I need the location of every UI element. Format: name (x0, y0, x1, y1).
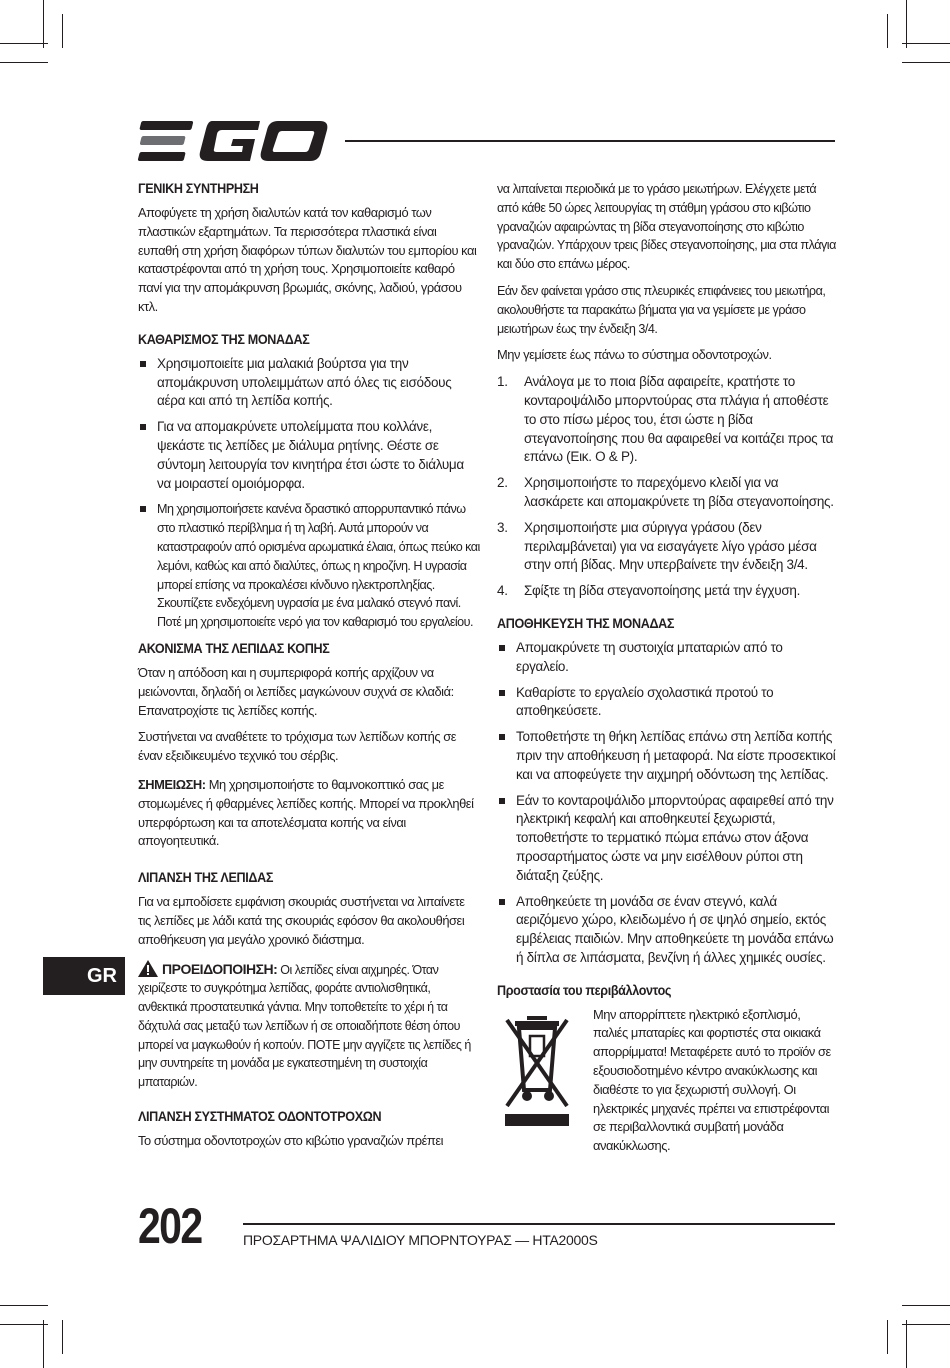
list-item-text: Καθαρίστε το εργαλείο σχολαστικά προτού το αποθηκεύσετε. (516, 684, 774, 719)
step-text: Σφίξτε τη βίδα στεγανοποίησης μετά την έγχυση. (524, 583, 801, 599)
bullet-icon (499, 645, 505, 651)
list-item-text: Αποθηκεύετε τη μονάδα σε έναν στεγνό, καλά αεριζόμενο χώρο, κλειδωμένο ή σε ψηλό σημείο, εκτός εμβέλειας παιδιών. Μην αποθηκεύετε τη μονάδα επάνω ή δίπλα σε λιπάσματα, βενζίνη ή άλλες χημικές ουσίες. (516, 893, 834, 965)
list-item (138, 500, 480, 632)
crop-mark (0, 1305, 48, 1306)
crop-mark (902, 1305, 950, 1306)
storage-list (497, 639, 837, 968)
list-item (497, 373, 837, 467)
crop-mark (0, 1324, 48, 1325)
header-rule (345, 140, 835, 142)
note-text: Μη χρησιμοποιήστε το θαμνοκοπτικό σας με στομωμένες ή φθαρμένες λεπίδες κοπής. Μπορεί να προκληθεί υπερφόρτωση και τα αποτελέσματα κοπής να είναι απογοητευτικά. (138, 776, 474, 849)
warning-text: Οι λεπίδες είναι αιχμηρές. Όταν χειρίζεστε το συγκρότημα λεπίδας, φοράτε αντιολισθητικά, ανθεκτικά προστατευτικά γάντια. Μην τοποθετείτε το χέρι ή τα δάχτυλά σας μεταξύ των λεπίδων ή σε οποιαδήποτε θέση όπου μπορεί να μαγκωθούν ή κοπούν. ΠΟΤΕ μην αγγίζετε τις λεπίδες ή μην συντηρείτε τη μονάδα με εγκατεστημένη τη συστοιχία μπαταριών. (138, 962, 471, 1090)
warning-icon (138, 960, 158, 977)
list-item (497, 582, 837, 601)
crop-mark (0, 43, 48, 44)
step-number: 4. (497, 583, 508, 599)
gear-lubrication-continued: να λιπαίνεται περιοδικά με το γράσο μειωτήρων. Ελέγχετε μετά από κάθε 50 ώρες λειτουργίας τη στάθμη γράσου στο κιβώτιο γραναζιών αφαιρώντας τη βίδα στεγανοποίησης στο κιβώτιο γραναζιών. Υπάρχουν τρεις βίδες στεγανοποίησης, μια στα πλάγια και δύο στο επάνω μέρος. (497, 182, 836, 272)
sharpening-text: Όταν η απόδοση και η συμπεριφορά κοπής αρχίζουν να μειώνονται, δηλαδή οι λεπίδες μαγκώνουν συχνά σε κλαδιά: Επανατροχίστε τις λεπίδες κοπής. (138, 664, 454, 718)
bullet-icon (140, 361, 146, 367)
list-item-text: Τοποθετήστε τη θήκη λεπίδας επάνω στη λεπίδα κοπής πριν την αποθήκευση ή μεταφορά. Να είστε προσεκτικοί και να αποφεύγετε την αιχμηρή οδόντωση της λεπίδας. (516, 729, 836, 782)
crop-mark (902, 62, 950, 63)
cleaning-list (138, 355, 480, 632)
footer-rule (243, 1223, 835, 1225)
crop-mark (902, 43, 950, 44)
list-item (497, 639, 837, 677)
bullet-icon (499, 798, 505, 804)
environment-block (497, 1006, 837, 1156)
list-item-text: Εάν το κονταροψάλιδο μπορντούρας αφαιρεθεί από την ηλεκτρική κεφαλή και αποθηκευτεί ξεχωριστά, τοποθετήστε το τερματικό πώμα επάνω στον άξονα προσαρτήματος ώστε να μην εισέλθουν ρύποι στη διάταξη ζεύξης. (516, 792, 834, 883)
crop-mark (0, 62, 48, 63)
blade-lubrication-heading: ΛΙΠΑΝΣΗ ΤΗΣ ΛΕΠΙΔΑΣ (138, 869, 274, 886)
bullet-icon (499, 899, 505, 905)
note-label: ΣΗΜΕΙΩΣΗ: (138, 776, 206, 792)
crop-mark (62, 14, 63, 48)
environment-text: Μην απορρίπτετε ηλεκτρικό εξοπλισμό, παλιές μπαταρίες και φορτιστές στα οικιακά απορρίμματα! Μεταφέρετε αυτό το προϊόν σε εξουσιοδοτημένο κέντρο ανακύκλωσης και διαθέστε το για ξεχωριστή συλλογή. Οι ηλεκτρικές μηχανές πρέπει να επιστρέφονται σε περιβαλλοντικά συμβατή μονάδα ανακύκλωσης. (593, 1006, 831, 1154)
list-item (497, 728, 837, 784)
crop-mark (43, 0, 44, 48)
general-maintenance-text: Αποφύγετε τη χρήση διαλυτών κατά τον καθαρισμό των πλαστικών εξαρτημάτων. Τα περισσότερα πλαστικά είναι ευπαθή στη χρήση διαφόρων τύπων διαλυτών του εμπορίου και καταστρέφονται από τη χρήση τους. Χρησιμοποιείτε καθαρό πανί για την απομάκρυνση βρωμιάς, σκόνης, λαδιού, γράσου κτλ. (138, 205, 477, 314)
step-number: 3. (497, 519, 508, 535)
gear-lubrication-heading: ΛΙΠΑΝΣΗ ΣΥΣΤΗΜΑΤΟΣ ΟΔΟΝΤΟΤΡΟΧΩΝ (138, 1108, 382, 1125)
crop-mark (906, 0, 907, 48)
crop-mark (62, 1320, 63, 1354)
crop-mark (902, 1324, 950, 1325)
no-overfill-text: Μην γεμίσετε έως πάνω το σύστημα οδοντοτροχών. (497, 347, 772, 363)
sharpening-heading: ΑΚΟΝΙΣΜΑ ΤΗΣ ΛΕΠΙΔΑΣ ΚΟΠΗΣ (138, 639, 330, 656)
step-text: Ανάλογα με το ποια βίδα αφαιρείτε, κρατήστε το κονταροψάλιδο μπορντούρας στα πλάγια ή αποθέστε το στο πίσω μέρος του, έτσι ώστε η βίδα στεγανοποίησης που θα αφαιρεθεί να κοιτάζει προς τα επάνω (Εικ. O & P). (524, 374, 834, 465)
list-item (138, 355, 480, 411)
step-text: Χρησιμοποιήστε το παρεχόμενο κλειδί για να λασκάρετε και απομακρύνετε τη βίδα στεγανοποίησης. (524, 475, 834, 509)
cleaning-heading: ΚΑΘΑΡΙΣΜΟΣ ΤΗΣ ΜΟΝΑΔΑΣ (138, 330, 310, 347)
weee-crossed-bin-icon (497, 1010, 577, 1130)
step-number: 2. (497, 475, 508, 491)
general-maintenance-heading: ΓΕΝΙΚΗ ΣΥΝΤΗΡΗΣΗ (138, 180, 259, 196)
crop-mark (43, 1320, 44, 1368)
list-item-text: Απομακρύνετε τη συστοιχία μπαταριών από το εργαλείο. (516, 639, 783, 674)
sharpening-text-2: Συστήνεται να αναθέτετε το τρόχισμα των λεπίδων κοπής σε έναν εξειδικευμένο τεχνικό του σέρβις. (138, 729, 457, 764)
note-paragraph (138, 776, 480, 851)
language-tab: GR (43, 957, 125, 995)
list-item (497, 684, 837, 722)
page-number: 202 (138, 1198, 202, 1254)
environment-heading: Προστασία του περιβάλλοντος (497, 981, 672, 998)
gear-lubrication-text: Το σύστημα οδοντοτροχών στο κιβώτιο γραναζιών πρέπει (138, 1133, 444, 1149)
bullet-icon (140, 424, 146, 430)
grease-steps-list (497, 373, 837, 601)
bullet-icon (499, 734, 505, 740)
list-item-text: Μη χρησιμοποιήσετε κανένα δραστικό απορρυπαντικό πάνω στο πλαστικό περίβλημα ή τη λαβή. Αυτά μπορούν να καταστραφούν από ορισμένα αρωματικά έλαια, όπως πεύκο και λεμόνι, καθώς και από διαλύτες, όπως η κηροζίνη. Η υγρασία μπορεί επίσης να προκαλέσει κίνδυνο ηλεκτροπληξίας. Σκουπίζετε ενδεχόμενη υγρασία με ένα μαλακό στεγνό πανί. Ποτέ μη χρησιμοποιείτε νερό για τον καθαρισμό του εργαλείου. (157, 502, 480, 630)
crop-mark (906, 1320, 907, 1368)
ego-logo (138, 119, 328, 163)
left-column (138, 180, 480, 1159)
blade-lubrication-text: Για να εμποδίσετε εμφάνιση σκουριάς συστήνεται να λιπαίνετε τις λεπίδες με λάδι κατά της σκουριάς εφόσον θα ακολουθήσει αποθήκευση για μεγάλο χρονικό διάστημα. (138, 894, 465, 947)
list-item (497, 893, 837, 968)
step-text: Χρησιμοποιήστε μια σύριγγα γράσου (δεν περιλαμβάνεται) για να εισαγάγετε λίγο γράσο μέσα στην οπή βίδας. Μην υπερβαίνετε την ένδειξη 3/4. (524, 519, 817, 573)
list-item (497, 792, 837, 886)
grease-check-text: Εάν δεν φαίνεται γράσο στις πλευρικές επιφάνειες του μειωτήρα, ακολουθήστε τα παρακάτω βήματα για να γεμίσετε με γράσο μειωτήρων έως την ένδειξη 3/4. (497, 283, 826, 336)
step-number: 1. (497, 374, 508, 390)
bullet-icon (499, 690, 505, 696)
crop-mark (887, 14, 888, 48)
list-item-text: Για να απομακρύνετε υπολείμματα που κολλάνε, ψεκάστε τις λεπίδες με διάλυμα ρητίνης. Θέστε σε σύντομη λειτουργία τον κινητήρα έτσι ώστε το διάλυμα να μοιραστεί ομοιόμορφα. (157, 419, 464, 491)
warning-label: ΠΡΟΕΙΔΟΠΟΙΗΣΗ: (162, 960, 278, 977)
list-item-text: Χρησιμοποιείτε μια μαλακιά βούρτσα για την απομάκρυνση υπολειμμάτων από όλες τις εισόδους αέρα και από τη λεπίδα κοπής. (157, 355, 452, 409)
warning-paragraph (138, 960, 480, 1093)
list-item (138, 418, 480, 493)
bullet-icon (140, 506, 146, 512)
right-column (497, 180, 837, 1164)
footer-title: ΠΡΟΣΑΡΤΗΜΑ ΨΑΛΙΔΙΟΥ ΜΠΟΡΝΤΟΥΡΑΣ — HTA2000S (243, 1232, 598, 1248)
storage-heading: ΑΠΟΘΗΚΕΥΣΗ ΤΗΣ ΜΟΝΑΔΑΣ (497, 614, 675, 631)
crop-mark (887, 1320, 888, 1354)
list-item (497, 474, 837, 512)
list-item (497, 519, 837, 575)
